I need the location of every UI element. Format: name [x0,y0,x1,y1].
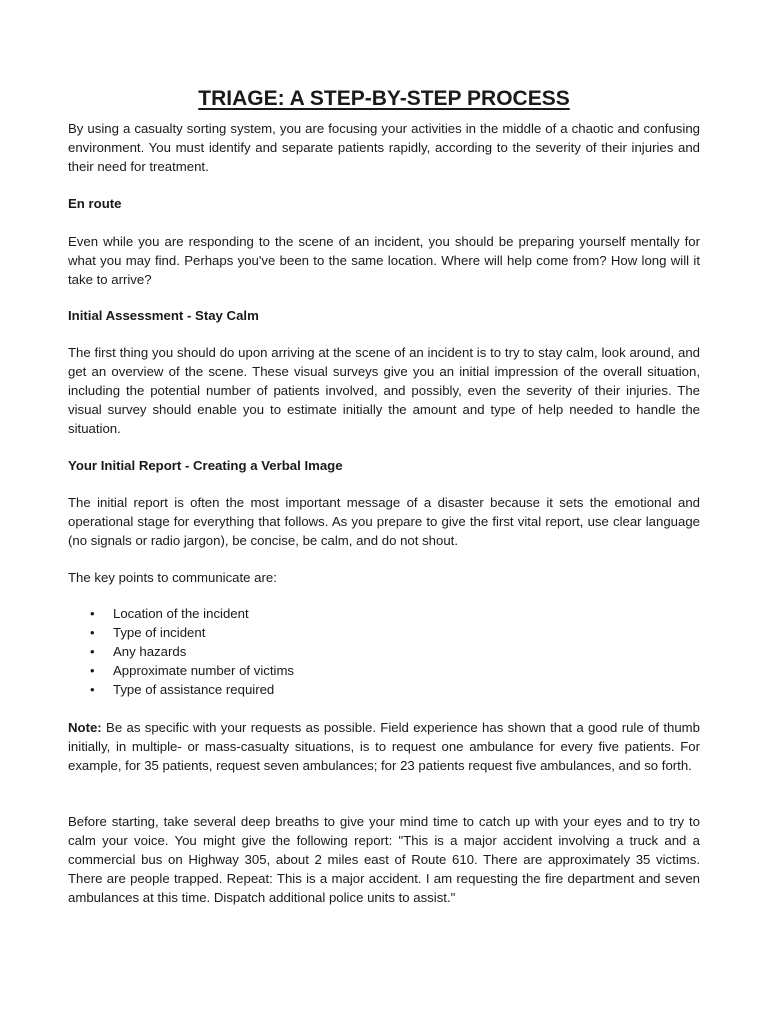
intro-paragraph: By using a casualty sorting system, you are focusing your activities in the middle of a chaotic and confusing environment. You must identify and separate patients rapidly, according to the severity of their injuries and their need for treatment. [68,121,700,174]
heading-en-route: En route [68,196,122,211]
list-item: • Any hazards [90,644,187,659]
en-route-paragraph: Even while you are responding to the scene of an incident, you should be preparing yourself mentally for what you may find. Perhaps you've been to the same location. Where will help come from? How long will it take to arrive? [68,234,700,287]
list-item: • Location of the incident [90,606,249,621]
list-item: • Type of assistance required [90,682,275,697]
initial-assessment-paragraph: The first thing you should do upon arriving at the scene of an incident is to try to stay calm, look around, and get an overview of the scene. These visual surveys give you an initial impression of the overall situation, including the potential number of patients involved, and possibly, even the severity of their injuries. The visual survey should enable you to estimate initially the amount and type of help needed to handle the situation. [68,345,700,436]
heading-initial-report: Your Initial Report - Creating a Verbal Image [68,458,343,473]
closing-paragraph: Before starting, take several deep breaths to give your mind time to catch up with your eyes and to try to calm your voice. You might give the following report: "This is a major accident involving a truck and a commercial bus on Highway 305, about 2 miles east of Route 610. There are approximately 35 victims. There are people trapped. Repeat: This is a major accident. I am requesting the fire department and seven ambulances at this time. Dispatch additional police units to assist." [68,814,700,905]
initial-report-paragraph: The initial report is often the most important message of a disaster because it sets the emotional and operational stage for everything that follows. As you prepare to give the first vital report, use clear language (no signals or radio jargon), be concise, be calm, and do not shout. [68,495,700,548]
list-item: • Approximate number of victims [90,663,295,678]
note-label: Note: [68,720,102,735]
key-points-list [68,604,294,699]
note-paragraph [68,718,700,775]
bullet-icon: • [90,663,95,678]
bullet-icon: • [90,606,95,621]
bullet-icon: • [90,644,95,659]
heading-initial-assessment: Initial Assessment - Stay Calm [68,308,259,323]
list-item: • Type of incident [90,625,206,640]
note-body: Be as specific with your requests as possible. Field experience has shown that a good rule of thumb initially, in multiple- or mass-casualty situations, is to request one ambulance for every five patients. For example, for 35 patients, request seven ambulances; for 23 patients request five ambulances, and so forth. [68,720,700,773]
bullet-icon: • [90,625,95,640]
bullet-icon: • [90,682,95,697]
page-title: TRIAGE: A STEP-BY-STEP PROCESS [198,87,570,111]
key-points-intro: The key points to communicate are: [68,570,277,585]
